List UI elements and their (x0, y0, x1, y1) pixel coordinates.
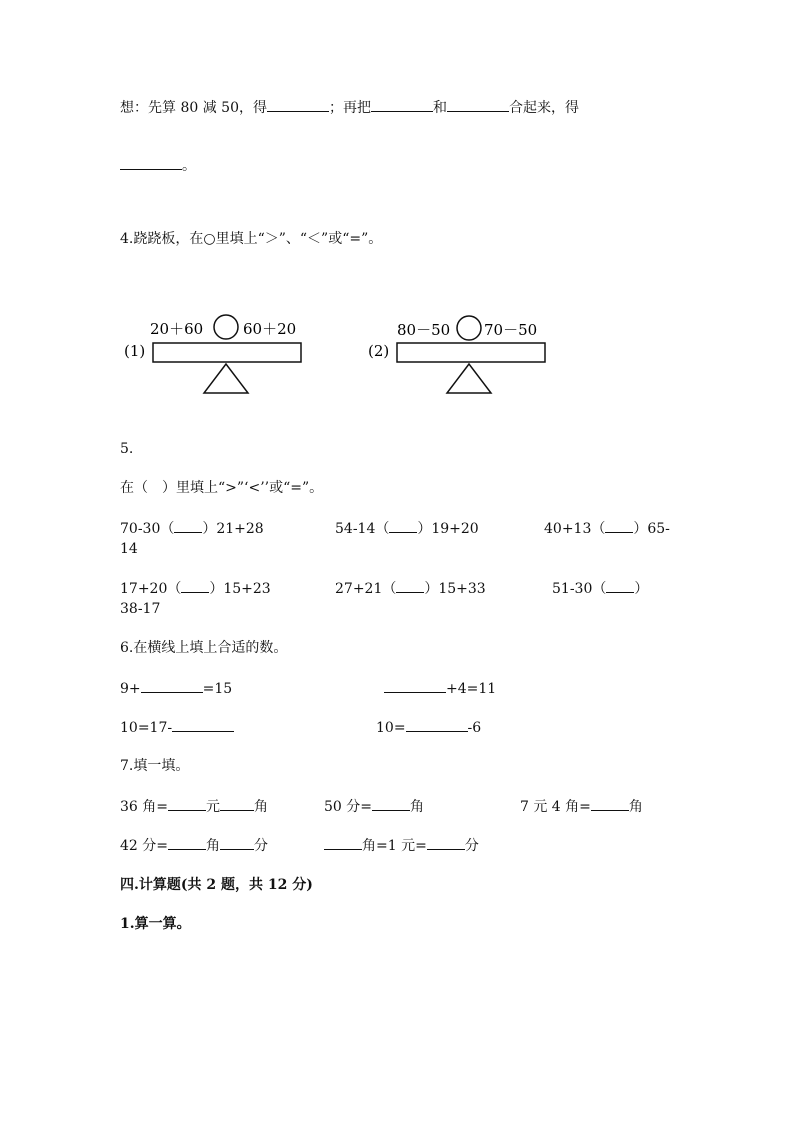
seesaw-figures (0, 300, 794, 420)
q5-number: 5. (120, 441, 134, 457)
seesaw-2-label: (2) (368, 342, 390, 360)
answer-blank[interactable] (605, 518, 633, 533)
q6-title: 6.在横线上填上合适的数。 (120, 640, 288, 656)
eq-part: -6 (467, 720, 482, 736)
answer-blank[interactable] (406, 717, 468, 732)
q5-item-4 (120, 578, 271, 599)
eq-part: 7 元 4 角= (520, 799, 591, 815)
eq-part: 10= (376, 720, 406, 736)
answer-blank[interactable] (372, 796, 410, 811)
q3-hint-line (120, 97, 579, 118)
q3-hint-c: 和 (432, 100, 447, 116)
q7-r2-c1 (120, 835, 268, 856)
q7-r2-c2 (324, 835, 479, 856)
calc-1-title: 1.算一算。 (120, 916, 191, 932)
q4-title: 4.跷跷板，在○里填上“＞”、“＜”或“=”。 (120, 231, 383, 247)
seesaw-2 (368, 316, 545, 393)
q3-answer-line (120, 155, 196, 176)
eq-part: 元 (206, 799, 220, 815)
q5-item-right: ）15+33 (424, 581, 486, 597)
compare-circle[interactable] (214, 315, 238, 339)
eq-part: 50 分= (324, 799, 372, 815)
q7-r1-c2 (324, 796, 424, 817)
q5-item-6-wrap: 38-17 (120, 601, 161, 617)
seesaw-1-left-expr: 20＋60 (150, 320, 204, 338)
eq-part: +4=11 (446, 681, 497, 697)
q5-item-2 (335, 518, 479, 539)
section-4-title: 四.计算题(共 2 题，共 12 分) (120, 877, 313, 893)
seesaw-1-right-expr: 60＋20 (243, 320, 297, 338)
eq-part: 角 (206, 838, 220, 854)
q5-item-left: 27+21（ (335, 581, 397, 597)
answer-blank[interactable] (220, 835, 254, 850)
q5-item-6 (552, 578, 648, 599)
answer-blank[interactable] (120, 155, 182, 170)
answer-blank[interactable] (220, 796, 254, 811)
seesaw-1 (124, 315, 301, 393)
q5-item-left: 40+13（ (544, 521, 606, 537)
q7-r1-c1 (120, 796, 268, 817)
answer-blank[interactable] (384, 678, 446, 693)
answer-blank[interactable] (181, 578, 209, 593)
eq-part: 9+ (120, 681, 141, 697)
answer-blank[interactable] (172, 717, 234, 732)
q5-item-1 (120, 518, 264, 539)
eq-part: 角 (410, 799, 424, 815)
answer-blank[interactable] (396, 578, 424, 593)
eq-part: 角 (254, 799, 268, 815)
answer-blank[interactable] (267, 97, 329, 112)
q6-eq-3 (120, 717, 234, 738)
eq-part: 10=17- (120, 720, 173, 736)
answer-blank[interactable] (324, 835, 362, 850)
answer-blank[interactable] (371, 97, 433, 112)
q5-item-left: 54-14（ (335, 521, 390, 537)
q7-title: 7.填一填。 (120, 758, 190, 774)
q6-eq-2 (384, 678, 496, 699)
eq-part: 角=1 元= (362, 838, 427, 854)
compare-circle[interactable] (457, 316, 481, 340)
q5-item-right: ）19+20 (417, 521, 479, 537)
q5-item-5 (335, 578, 486, 599)
q3-end: 。 (182, 158, 196, 174)
seesaw-1-label: (1) (124, 342, 146, 360)
answer-blank[interactable] (141, 678, 203, 693)
eq-part: 分 (254, 838, 268, 854)
q5-instruction: 在（ ）里填上“>”‘<’’或“=”。 (120, 480, 324, 496)
answer-blank[interactable] (591, 796, 629, 811)
q5-item-right: ） (634, 581, 649, 597)
answer-blank[interactable] (389, 518, 417, 533)
seesaw-2-right-expr: 70－50 (484, 321, 538, 339)
q6-eq-4 (376, 717, 481, 738)
seesaw-1-fulcrum (204, 364, 248, 393)
answer-blank[interactable] (174, 518, 202, 533)
seesaw-2-left-expr: 80－50 (397, 321, 451, 339)
q3-hint-a: 想：先算 80 减 50，得 (120, 100, 267, 116)
eq-part: 角 (628, 799, 643, 815)
seesaw-2-board (397, 343, 545, 362)
q5-item-3-wrap: 14 (120, 541, 138, 557)
answer-blank[interactable] (427, 835, 465, 850)
q5-item-left: 70-30（ (120, 521, 175, 537)
q6-eq-1 (120, 678, 232, 699)
eq-part: 42 分= (120, 838, 168, 854)
seesaw-2-fulcrum (447, 364, 491, 393)
eq-part: 36 角= (120, 799, 168, 815)
eq-part: 分 (464, 838, 479, 854)
q7-r1-c3 (520, 796, 643, 817)
q5-item-right: ）21+28 (202, 521, 264, 537)
q5-item-right: ）15+23 (209, 581, 271, 597)
q3-hint-b: ；再把 (328, 100, 371, 116)
q5-item-left: 17+20（ (120, 581, 182, 597)
eq-part: =15 (202, 681, 233, 697)
seesaw-1-board (153, 343, 301, 362)
answer-blank[interactable] (168, 835, 206, 850)
q5-item-left: 51-30（ (552, 581, 607, 597)
answer-blank[interactable] (168, 796, 206, 811)
answer-blank[interactable] (606, 578, 634, 593)
q3-hint-d: 合起来，得 (508, 100, 579, 116)
q5-item-right: ）65- (633, 521, 670, 537)
answer-blank[interactable] (447, 97, 509, 112)
q5-item-3 (544, 518, 670, 539)
